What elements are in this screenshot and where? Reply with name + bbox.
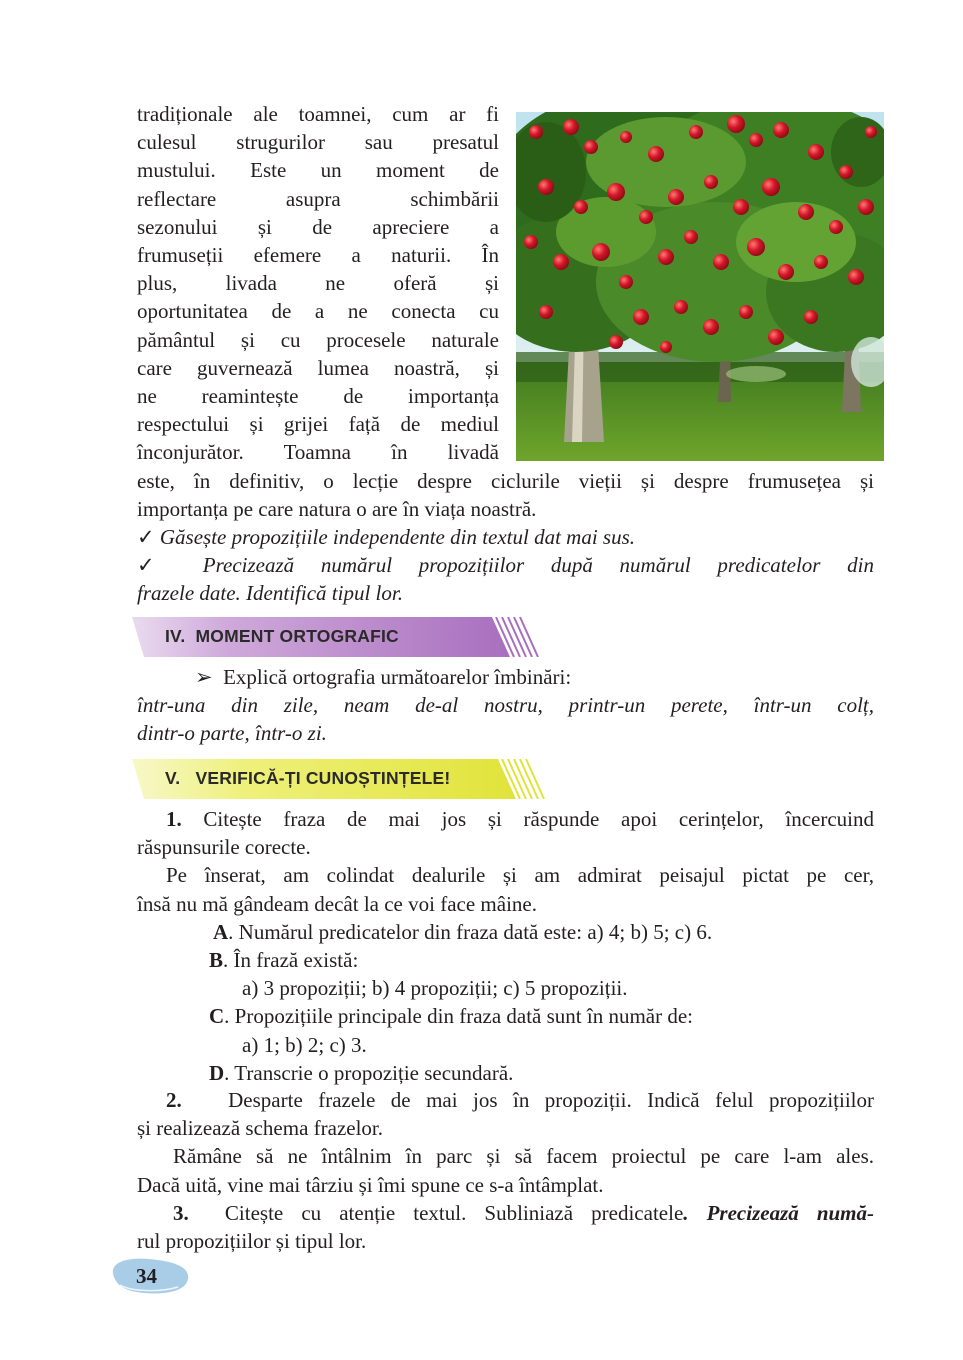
exercise-1	[137, 805, 874, 1087]
exercise-3	[137, 1199, 874, 1255]
exercise-1-instruction: 1. Citește fraza de mai jos și răspunde apoi cerințelor, încercuind	[166, 807, 875, 831]
exercise-2-instruction-cont: și realizează schema frazelor.	[137, 1116, 384, 1141]
question-b-options: a) 3 propoziții; b) 4 propoziții; c) 5 propoziții.	[242, 976, 628, 1001]
paragraph-line: tradiționale ale toamnei, cum ar fi	[137, 102, 499, 126]
task-item	[137, 523, 874, 551]
paragraph-line: sezonului și de apreciere a	[137, 214, 499, 239]
exercise-3-instruction: 3. Citește cu atenție textul. Subliniază predicatele. Precizează numă-	[173, 1201, 875, 1225]
paragraph-line: culesul strugurilor sau presatul	[137, 130, 499, 155]
section-title: IV. MOMENT ORTOGRAFIC	[165, 626, 399, 646]
question-c-options: a) 1; b) 2; c) 3.	[242, 1032, 367, 1057]
task-text: Precizează numărul propozițiilor după numărul predicatelor din	[202, 553, 875, 578]
paragraph-line: oportunitatea de a ne conecta cu	[137, 299, 499, 324]
wrapped-paragraph	[137, 100, 499, 467]
ortho-instruction	[137, 663, 874, 691]
question-c: C. Propozițiile principale din fraza dată sunt în număr de:	[209, 1004, 694, 1029]
paragraph-line: frumuseții efemere a naturii. În	[137, 243, 499, 268]
paragraph-line: importanța pe care natura o are în viața noastră.	[137, 497, 537, 522]
arrow-bullet-icon: ➢	[195, 665, 213, 689]
question-a: A. Numărul predicatelor din fraza dată este: a) 4; b) 5; c) 6.	[213, 919, 713, 944]
task-text: frazele date. Identifică tipul lor.	[137, 581, 403, 606]
question-d: D. Transcrie o propoziție secundară.	[209, 1060, 514, 1085]
paragraph-line: este, în definitiv, o lecție despre ciclurile vieții și despre frumusețea și	[137, 469, 874, 493]
ortho-block	[137, 663, 874, 748]
exercise-2-instruction: 2. Desparte frazele de mai jos în propoziții. Indică felul propozițiilor	[166, 1088, 875, 1112]
section-banner-moment-ortografic	[132, 617, 542, 657]
paragraph-line: pământul și cu procesele naturale	[137, 327, 499, 352]
instruction-text: Explică ortografia următoarelor îmbinări:	[223, 665, 572, 689]
exercise-3-instruction-cont: rul propozițiilor și tipul lor.	[137, 1229, 367, 1254]
paragraph-line: respectului și grijei față de mediul	[137, 412, 499, 437]
exercise-1-instruction-cont: răspunsurile corecte.	[137, 835, 311, 860]
paragraph-line: care guvernează lumea noastră, și	[137, 355, 499, 380]
exercise-2-sentence: Rămâne să ne întâlnim în parc și să facem proiectul pe care l-am ales.	[173, 1144, 874, 1169]
question-b: B. În frază există:	[209, 948, 359, 973]
exercise-number: 1.	[166, 807, 182, 831]
exercise-1-sentence: Pe înserat, am colindat dealurile și am admirat peisajul pictat pe cer,	[166, 863, 874, 888]
exercise-number: 3.	[173, 1201, 189, 1225]
page-number-badge	[108, 1255, 190, 1295]
section-banner-verifica	[132, 759, 550, 799]
tasks-list	[137, 523, 874, 608]
checkmark-icon: ✓	[137, 525, 155, 549]
paragraph-line: înconjurător. Toamna în livadă	[137, 440, 499, 465]
paragraph-line: plus, livada ne oferă și	[137, 271, 499, 296]
page-number: 34	[136, 1264, 157, 1288]
paragraph-line: reflectare asupra schimbării	[137, 186, 499, 211]
checkmark-icon: ✓	[137, 553, 177, 578]
ortho-examples: dintr-o parte, într-o zi.	[137, 721, 327, 746]
apple-tree-illustration	[516, 112, 884, 461]
exercise-2-sentence-cont: Dacă uită, vine mai târziu și îmi spune ce s-a întâmplat.	[137, 1172, 604, 1197]
task-item	[137, 551, 874, 579]
exercise-1-sentence-cont: însă nu mă gândeam decât la ce voi face mâine.	[137, 891, 537, 916]
ortho-examples: într-una din zile, neam de-al nostru, printr-un perete, într-un colț,	[137, 693, 874, 718]
exercise-2	[137, 1086, 874, 1199]
paragraph-line: mustului. Este un moment de	[137, 158, 499, 183]
task-text: Găsește propozițiile independente din textul dat mai sus.	[159, 525, 636, 549]
paragraph-line: ne reamintește de importanța	[137, 384, 499, 409]
exercise-number: 2.	[166, 1088, 182, 1112]
apple-orchard-photo	[516, 112, 884, 461]
section-title: V. VERIFICĂ-ȚI CUNOȘTINȚELE!	[165, 768, 451, 788]
paragraph-continuation	[137, 467, 874, 523]
